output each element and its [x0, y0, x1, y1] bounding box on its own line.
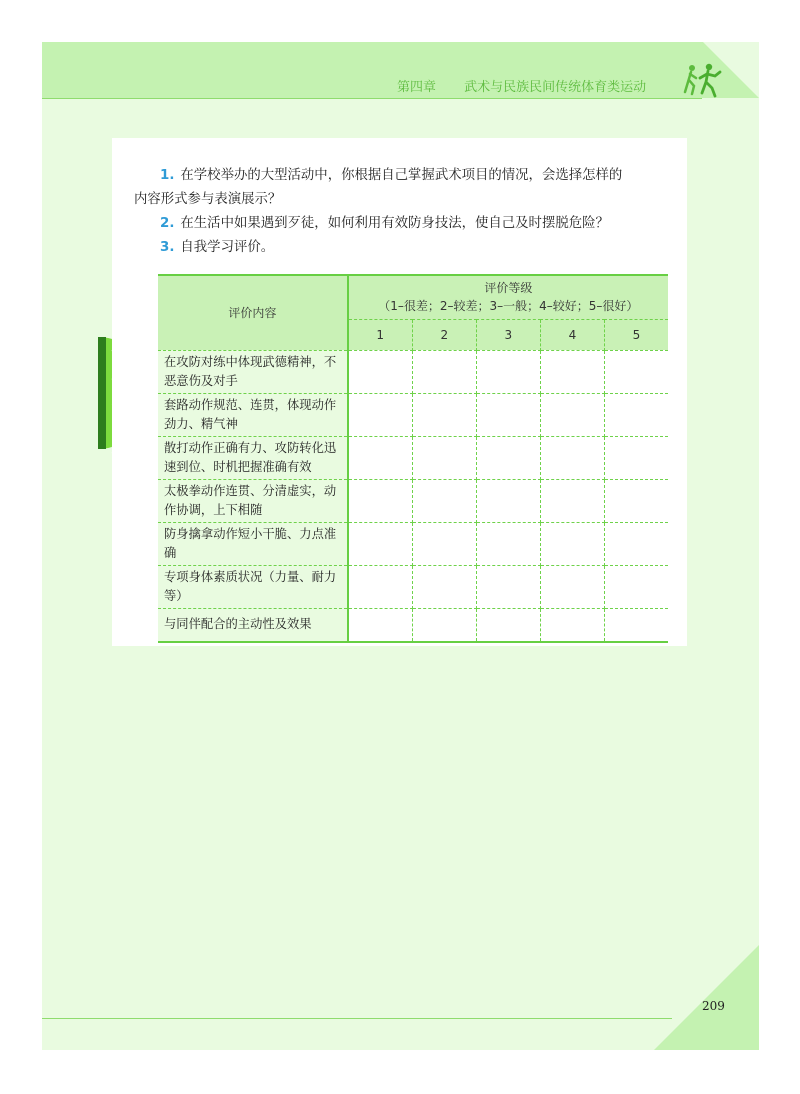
score-cell[interactable] — [540, 479, 604, 522]
score-cell[interactable] — [412, 393, 476, 436]
score-cell[interactable] — [540, 565, 604, 608]
chapter-number: 第四章 — [397, 80, 437, 95]
level-5: 5 — [604, 319, 668, 350]
page-number: 209 — [702, 999, 725, 1013]
score-cell[interactable] — [604, 350, 668, 393]
question-3: 3. 自我学习评价。 — [160, 240, 275, 255]
chapter-header — [397, 76, 646, 95]
score-cell[interactable] — [348, 608, 413, 642]
header-rule — [42, 98, 702, 99]
grade-scale: （1–很差；2–较差；3–一般；4–较好；5–很好） — [378, 299, 639, 314]
score-cell[interactable] — [540, 608, 604, 642]
score-cell[interactable] — [476, 393, 540, 436]
self-evaluation-table — [158, 274, 668, 643]
table-row — [158, 608, 668, 642]
score-cell[interactable] — [348, 350, 413, 393]
table-row — [158, 350, 668, 393]
criterion: 防身擒拿动作短小干脆、力点准确 — [158, 522, 348, 565]
question-1-cont: 内容形式参与表演展示？ — [134, 192, 282, 207]
criterion: 散打动作正确有力、攻防转化迅速到位、时机把握准确有效 — [158, 436, 348, 479]
content-card — [112, 138, 687, 646]
table-row — [158, 479, 668, 522]
criterion: 太极拳动作连贯、分清虚实，动作协调，上下相随 — [158, 479, 348, 522]
score-cell[interactable] — [540, 350, 604, 393]
table-row — [158, 522, 668, 565]
grade-header — [348, 275, 668, 319]
criterion: 套路动作规范、连贯，体现动作劲力、精气神 — [158, 393, 348, 436]
score-cell[interactable] — [604, 608, 668, 642]
score-cell[interactable] — [604, 393, 668, 436]
score-cell[interactable] — [348, 393, 413, 436]
score-cell[interactable] — [412, 608, 476, 642]
score-cell[interactable] — [348, 565, 413, 608]
score-cell[interactable] — [348, 436, 413, 479]
score-cell[interactable] — [604, 436, 668, 479]
grade-header-title: 评价等级 — [484, 281, 533, 296]
score-cell[interactable] — [476, 436, 540, 479]
content-header: 评价内容 — [158, 275, 348, 350]
score-cell[interactable] — [476, 522, 540, 565]
criterion: 在攻防对练中体现武德精神，不恶意伤及对手 — [158, 350, 348, 393]
score-cell[interactable] — [412, 350, 476, 393]
footer-rule — [42, 1018, 672, 1019]
score-cell[interactable] — [604, 565, 668, 608]
runner-icon — [682, 62, 722, 98]
score-cell[interactable] — [412, 436, 476, 479]
footer-corner-decoration — [654, 945, 759, 1050]
score-cell[interactable] — [348, 479, 413, 522]
level-2: 2 — [412, 319, 476, 350]
chapter-header-band — [42, 42, 759, 98]
score-cell[interactable] — [476, 350, 540, 393]
level-1: 1 — [348, 319, 413, 350]
table-row — [158, 436, 668, 479]
chapter-title: 武术与民族民间传统体育类运动 — [464, 80, 647, 95]
score-cell[interactable] — [476, 608, 540, 642]
table-row — [158, 565, 668, 608]
question-2: 2. 在生活中如果遇到歹徒，如何利用有效防身技法，使自己及时摆脱危险？ — [160, 216, 609, 231]
score-cell[interactable] — [604, 522, 668, 565]
score-cell[interactable] — [412, 565, 476, 608]
score-cell[interactable] — [540, 393, 604, 436]
level-4: 4 — [540, 319, 604, 350]
score-cell[interactable] — [540, 522, 604, 565]
question-1: 1. 在学校举办的大型活动中，你根据自己掌握武术项目的情况，会选择怎样的 — [160, 168, 623, 183]
score-cell[interactable] — [412, 479, 476, 522]
score-cell[interactable] — [412, 522, 476, 565]
criterion: 专项身体素质状况（力量、耐力等） — [158, 565, 348, 608]
section-tab-edge — [98, 337, 106, 449]
criterion: 与同伴配合的主动性及效果 — [158, 608, 348, 642]
table-row — [158, 393, 668, 436]
score-cell[interactable] — [348, 522, 413, 565]
score-cell[interactable] — [540, 436, 604, 479]
level-3: 3 — [476, 319, 540, 350]
score-cell[interactable] — [476, 565, 540, 608]
score-cell[interactable] — [476, 479, 540, 522]
score-cell[interactable] — [604, 479, 668, 522]
